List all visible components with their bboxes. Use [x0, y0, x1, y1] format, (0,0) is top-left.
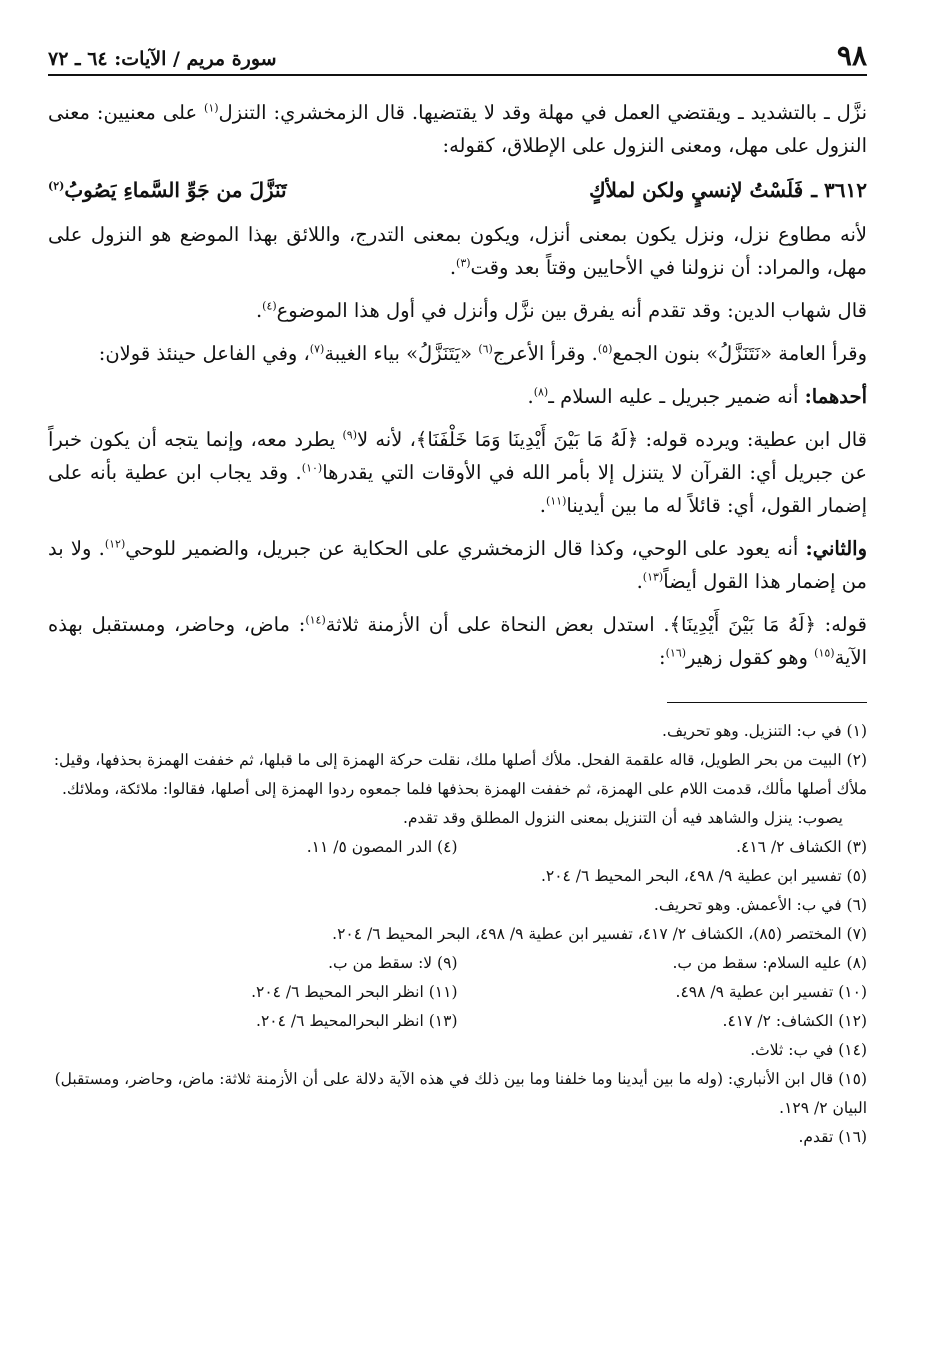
paragraph-text: وقرأ العامة «نَتَنَزَّلُ» بنون الجمع: [612, 342, 867, 365]
paragraph-text: . وقرأ الأعرج: [492, 342, 598, 365]
footnote: (١١) انظر البحر المحيط ٦/ ٢٠٤.: [251, 983, 458, 1001]
verse-second-hemistich: [48, 172, 426, 208]
footnote: (١٢) الكشاف: ٢/ ٤١٧.: [722, 1012, 867, 1030]
footnote: (١٥) قال ابن الأنباري: (وله ما بين أيدينا وما خلفنا وما بين ذلك في هذه الآية دلالة على أن الأزمنة ثلاثة: ماض، وحاضر، ومستقبل) البيان ٢/ ١٢٩.: [54, 1070, 867, 1117]
paragraph: لأنه مطاوع نزل، ونزل يكون بمعنى أنزل، ويكون بمعنى التدرج، واللائق بهذا الموضع هو النزول على مهل، والمراد: أن نزولنا في الأحايين وقتاً بعد وقت$^{(٣)}$.: [48, 223, 867, 279]
paragraph: [48, 337, 867, 370]
footnote: (٢) البيت من بحر الطويل، قاله علقمة الفحل. ملأك أصلها ملك، نقلت حركة الهمزة إلى ما قبلها، ثم خففت الهمزة بحذفها، وقيل: ملأك أصلها مألك، قدمت اللام على الهمزة، ثم خففت الهمزة بحذفها فلما جمعوه ردوا الهمزة إلى أصلها، فقالوا: ملائكة، وملائك.: [53, 751, 867, 798]
paragraph-lead: أحدهما:: [804, 385, 867, 408]
footnote: (٩) لا: سقط من ب.: [328, 954, 458, 972]
footnote-ref: (٦): [478, 342, 493, 356]
footnote: (٣) الكشاف ٢/ ٤١٦.: [736, 838, 867, 856]
footnote: (٦) في ب: الأعمش. وهو تحريف.: [653, 896, 867, 914]
footnote: (٧) المختصر (٨٥)، الكشاف ٢/ ٤١٧، تفسير ابن عطية ٩/ ٤٩٨، البحر المحيط ٦/ ٢٠٤.: [332, 925, 867, 943]
footnote-ref: (٨): [533, 385, 549, 399]
paragraph-text: لأنه مطاوع نزل، ونزل يكون بمعنى أنزل، ويكون بمعنى التدرج، واللائق بهذا الموضع هو النزول على مهل، والمراد: أن نزولنا في الأحايين وقتاً بعد وقت: [48, 223, 867, 279]
verse-second-hemistich-text: تَنَزَّلَ من جَوِّ السَّماءِ يَصُوبُ: [64, 178, 287, 202]
paragraph-lead: والثاني:: [805, 537, 868, 560]
footnote-separator: [667, 702, 867, 703]
footnote-ref: (١٥): [814, 646, 835, 660]
paragraph: والثاني: أنه يعود على الوحي، وكذا قال الزمخشري على الحكاية عن جبريل، والضمير للوحي$^{(١٢)}$. ولا بد من إضمار هذا القول أيضاً$^{(١٣)}$.: [48, 537, 868, 593]
paragraph-text: يطرد معه، وإنما يتجه أن يكون خبراً عن جبريل أي: القرآن لا يتنزل إلا بأمر الله في الأوقات التي يقدرها: [48, 428, 867, 484]
footnote-ref: (٩): [342, 428, 357, 442]
footnote-ref: (١١): [545, 494, 567, 508]
footnote: (١٤) في ب: ثلاث.: [750, 1041, 867, 1059]
paragraph-text: نزَّل ـ بالتشديد ـ ويقتضي العمل في مهلة وقد لا يقتضيها. قال الزمخشري: التنزل: [218, 101, 867, 124]
page-number: ٩٨: [836, 39, 867, 72]
footnote-row: [48, 833, 867, 862]
footnote: (١٦) تقدم.: [798, 1128, 867, 1146]
footnote: (١٣) انظر البحرالمحيط ٦/ ٢٠٤.: [256, 1012, 458, 1030]
paragraph-text: «يَتَنَزَّلُ» بياء الغيبة: [324, 342, 479, 365]
paragraph-text: قال شهاب الدين: وقد تقدم أنه يفرق بين نزَّل وأنزل في أول هذا الموضوع: [276, 299, 867, 322]
paragraph: قال شهاب الدين: وقد تقدم أنه يفرق بين نزَّل وأنزل في أول هذا الموضوع$^{(٤)}$.: [255, 299, 867, 322]
footnote-row: [48, 978, 867, 1007]
footnotes: [48, 717, 867, 1152]
footnote-ref: (٢): [47, 179, 65, 193]
footnote-ref: (١): [204, 101, 219, 115]
paragraph-text: أنه يعود على الوحي، وكذا قال الزمخشري على الحكاية عن جبريل، والضمير للوحي: [125, 537, 806, 560]
paragraph-text: وهو كقول زهير: [686, 646, 815, 669]
footnote-ref: (٤): [262, 299, 277, 313]
footnote-ref: (٣): [456, 256, 471, 270]
footnote: (١) في ب: التنزيل. وهو تحريف.: [662, 722, 867, 740]
verse-number: ٣٦١٢ ـ: [811, 178, 867, 202]
footnote-ref: (١٦): [665, 646, 687, 660]
footnote-row: [48, 949, 867, 978]
paragraph-text: قال ابن عطية: ويرده قوله: ﴿لَهُ مَا بَيْنَ أَيْدِينَا وَمَا خَلْفَنَا﴾، لأنه لا: [356, 428, 867, 451]
footnote: (٨) عليه السلام: سقط من ب.: [672, 954, 867, 972]
paragraph-text: أنه ضمير جبريل ـ عليه السلام ـ: [548, 385, 805, 408]
paragraph-text: :: [659, 646, 666, 669]
footnote-continuation: يصوب: ينزل والشاهد فيه أن التنزيل بمعنى النزول المطلق وقد تقدم.: [402, 809, 843, 827]
paragraph: أحدهما: أنه ضمير جبريل ـ عليه السلام ـ$^{(٨)}$.: [527, 385, 867, 408]
footnote-row: [48, 1007, 867, 1036]
poetry-verse: [48, 172, 867, 208]
paragraph-text: . وقد يجاب ابن عطية بأنه على إضمار القول، أي: قائلاً له ما بين أيدينا: [48, 461, 867, 517]
paragraph: [48, 608, 867, 674]
footnote: (٥) تفسير ابن عطية ٩/ ٤٩٨، البحر المحيط ٦/ ٢٠٤.: [540, 867, 867, 885]
footnote-ref: (٥): [597, 342, 613, 356]
footnote-ref: (١٤): [305, 613, 326, 627]
main-text: [48, 96, 867, 674]
paragraph: [48, 96, 867, 162]
page-header: [48, 32, 867, 76]
paragraph-text: قوله: ﴿لَهُ مَا بَيْنَ أَيْدِينَا﴾. استدل بعض النحاة على أن الأزمنة ثلاثة: [325, 613, 868, 636]
verse-first-hemistich: فَلَسْتُ لإنسيٍ ولكن لملأكٍ: [589, 178, 804, 202]
footnote-ref: (١٢): [104, 537, 126, 551]
paragraph-text: على معنيين: معنى النزول على مهل، ومعنى النزول على الإطلاق، كقوله:: [48, 101, 867, 157]
book-page: [48, 32, 867, 1348]
paragraph-text: . ولا بد من إضمار هذا القول أيضاً: [48, 537, 867, 593]
paragraph-text: : ماض، وحاضر، ومستقبل بهذه الآية: [48, 613, 867, 669]
footnote: (١٠) تفسير ابن عطية ٩/ ٤٩٨.: [675, 983, 867, 1001]
paragraph: قال ابن عطية: ويرده قوله: ﴿لَهُ مَا بَيْنَ أَيْدِينَا وَمَا خَلْفَنَا﴾، لأنه لا$^{(٩)}$ يطرد معه، وإنما يتجه أن يكون خبراً عن جبريل أي: القرآن لا يتنزل إلا بأمر الله في الأوقات التي يقدرها$^{(١٠)}$. وقد يجاب ابن عطية بأنه على إضمار القول، أي: قائلاً له ما بين أيدينا$^{(١١)}$.: [48, 428, 867, 517]
footnote-ref: (١٠): [301, 461, 323, 475]
footnote-ref: (١٣): [642, 570, 664, 584]
footnote-ref: (٧): [309, 342, 325, 356]
running-head: سورة مريم / الآيات: ٦٤ ـ ٧٢: [48, 48, 277, 70]
footnote: (٤) الدر المصون ٥/ ١١.: [306, 838, 458, 856]
paragraph-text: ، وفي الفاعل حينئذ قولان:: [98, 342, 310, 365]
